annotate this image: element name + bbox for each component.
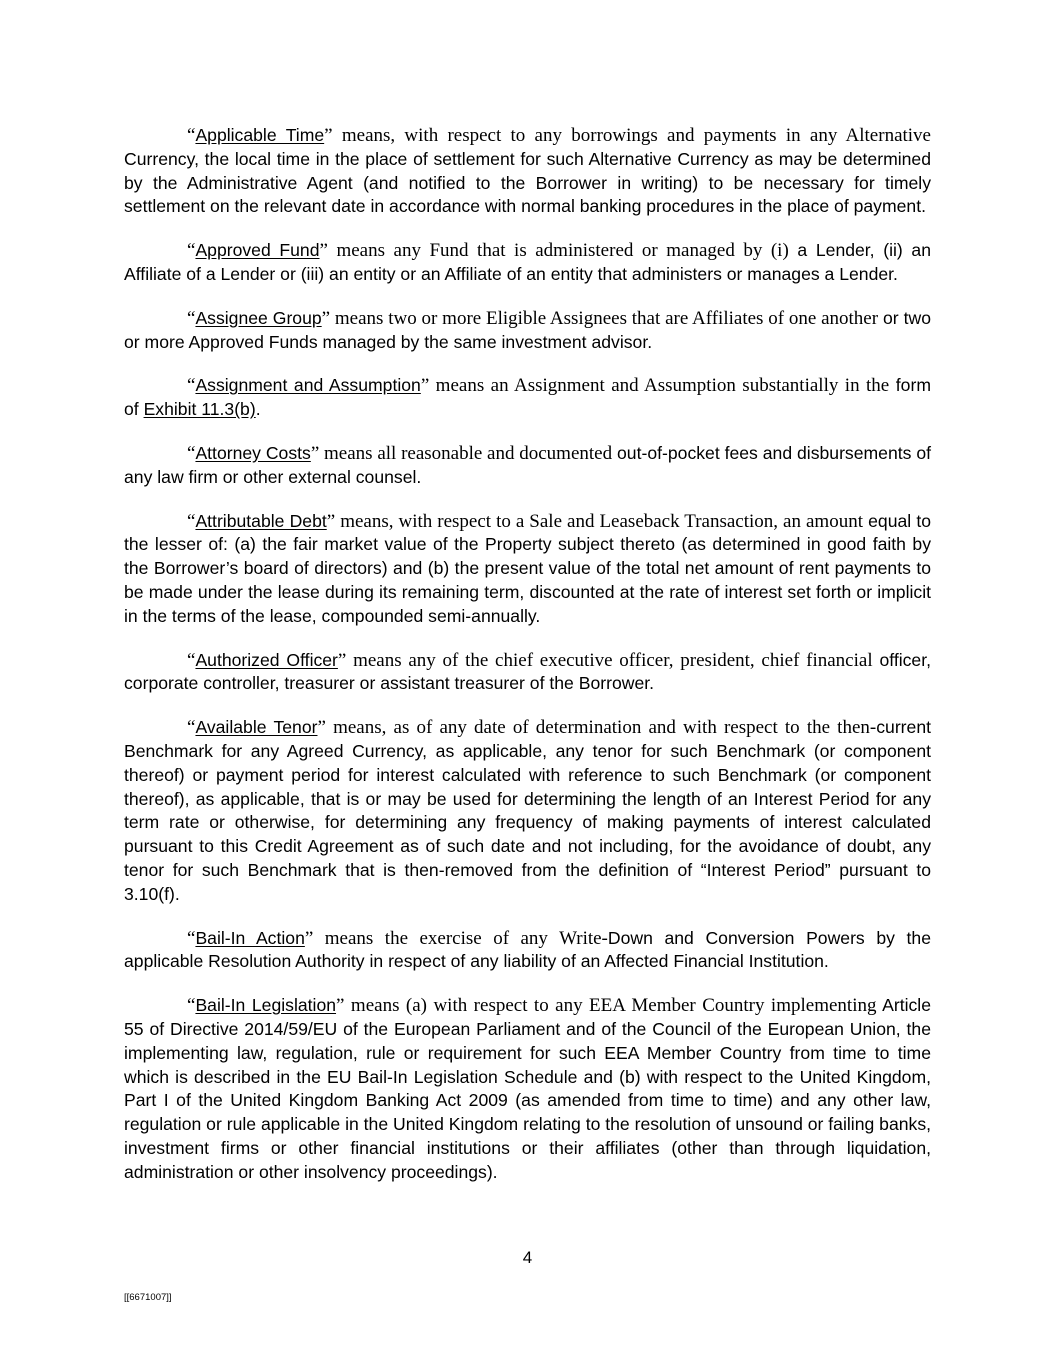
page-number: 4 [522,1248,533,1267]
document-id: [[6671007]] [124,1292,172,1303]
defined-term: Assignee Group [195,307,322,328]
definition-text: means two or more Eligible Assignees that are Affiliates of one another [330,307,879,329]
definition-assignment-and-assumption: “Assignment and Assumption” means an Assignment and Assumption substantially in the form of Exhibit 11.3(b). [124,375,931,420]
definition-authorized-officer: “Authorized Officer” means any of the chief executive officer, president, chief financial officer, corporate controller, treasurer or assistant treasurer of the Borrower. [124,649,931,694]
definition-attributable-debt: “Attributable Debt” means, with respect to a Sale and Leaseback Transaction, an amount equal to the lesser of: (a) the fair market value of the Property subject thereto (as determined in good faith by the Borrower’s board of directors) and (b) the present value of the total net amount of rent payments to be made under the lease during its remaining term, discounted at the rate of interest set forth or implicit in the terms of the lease, compounded semi-annually. [124,510,931,626]
definition-text: means the exercise of any Write- [313,927,608,949]
definition-text: officer, corporate controller, treasurer or assistant treasurer of the Borrower. [124,649,931,694]
document-body [124,124,931,1204]
definition-assignee-group: “Assignee Group” means two or more Eligible Assignees that are Affiliates of one another or two or more Approved Funds managed by the same investment advisor. [124,307,931,352]
definition-text: means, with respect to any borrowings and payments in any Alternative [332,125,931,146]
definition-text: means any of the chief executive officer, president, chief financial [346,649,873,671]
exhibit-reference: Exhibit 11.3(b) [143,399,256,420]
definition-approved-fund: “Approved Fund” means any Fund that is administered or managed by (i) a Lender, (ii) an Affiliate of a Lender or (iii) an entity or an Affiliate of an entity that administers or manages a Lender. [124,240,931,284]
definition-text: means an Assignment and Assumption substantially in the [429,375,890,397]
defined-term: Available Tenor [195,717,318,738]
definition-text: means, with respect to a Sale and Leaseback Transaction, an amount [335,510,863,532]
definition-text: equal to the lesser of: (a) the fair market value of the Property subject thereto (as determined in good faith by the Borrower’s board of directors) and (b) the present value of the total net amount of rent payments to be made under the lease during its remaining term, discounted at the rate of interest set forth or implicit in the terms of the lease, compounded semi-annually. [124,510,931,626]
definition-applicable-time: “Applicable Time” means, with respect to any borrowings and payments in any Alternative Currency, the local time in the place of settlement for such Alternative Currency as may be determined by the Administrative Agent (and notified to the Borrower in writing) to be necessary for timely settlement on the relevant date in accordance with normal banking procedures in the place of payment. [124,125,931,217]
definition-text: Down and Conversion Powers by the applicable Resolution Authority in respect of any liability of an Affected Financial Institution. [124,927,932,972]
definition-text: means, as of any date of determination and with respect to the then- [325,717,877,739]
definition-text: . [255,399,261,420]
definition-text: out-of-pocket fees and disbursements of any law firm or other external counsel. [124,442,931,487]
definition-text: means (a) with respect to any EEA Member Country implementing [344,995,877,1017]
defined-term: Bail-In Action [195,927,305,948]
definition-bail-in-action: “Bail-In Action” means the exercise of any Write-Down and Conversion Powers by the applicable Resolution Authority in respect of any liability of an Affected Financial Institution. [124,927,932,972]
definition-available-tenor: “Available Tenor” means, as of any date of determination and with respect to the then-current Benchmark for any Agreed Currency, as applicable, any tenor for such Benchmark (or component thereof) or payment period for interest calculated with reference to such Benchmark (or component thereof), as applicable, that is or may be used for determining the length of an Interest Period for any term rate or otherwise, for determining any frequency of making payments of interest calculated pursuant to this Credit Agreement as of such date and not including, for the avoidance of doubt, any tenor for such Benchmark that is then-removed from the definition of “Interest Period” pursuant to 3.10(f). [124,717,931,904]
definition-text: means any Fund that is administered or managed by (i) [327,240,789,262]
defined-term: Approved Fund [195,240,320,261]
definition-text: Article 55 of Directive 2014/59/EU of the European Parliament and of the Council of the European Union, the implementing law, regulation, rule or requirement for such EEA Member Country from time to time which is described in the EU Bail-In Legislation Schedule and (b) with respect to the United Kingdom, Part I of the United Kingdom Banking Act 2009 (as amended from time to time) and any other law, regulation or rule applicable in the United Kingdom relating to the resolution of unsound or failing banks, investment firms or other financial institutions or their affiliates (other than through liquidation, administration or other insolvency proceedings). [124,995,931,1182]
definition-text: form of [124,375,931,420]
definition-text: Currency, the local time in the place of settlement for such Alternative Currency as may be determined by the Administrative Agent (and notified to the Borrower in writing) to be necessary for timely settlement on the relevant date in accordance with normal banking procedures in the place of payment. [124,148,931,217]
definition-text: current Benchmark for any Agreed Currency, as applicable, any tenor for such Benchmark (or component thereof) or payment period for interest calculated with reference to such Benchmark (or component thereof), as applicable, that is or may be used for determining the length of an Interest Period for any term rate or otherwise, for determining any frequency of making payments of interest calculated pursuant to this Credit Agreement as of such date and not including, for the avoidance of doubt, any tenor for such Benchmark that is then-removed from the definition of “Interest Period” pursuant to 3.10(f). [124,717,931,904]
definition-text: a Lender, (ii) an Affiliate of a Lender or (iii) an entity or an Affiliate of an entity that administers or manages a Lender. [124,240,931,284]
defined-term: Bail-In Legislation [195,995,337,1016]
definition-text: or two or more Approved Funds managed by the same investment advisor. [124,307,931,352]
defined-term: Applicable Time [195,125,325,145]
defined-term: Attorney Costs [195,442,311,463]
defined-term: Attributable Debt [195,510,327,531]
defined-term: Authorized Officer [195,649,338,670]
definition-text: means all reasonable and documented [319,442,613,464]
defined-term: Assignment and Assumption [195,375,421,396]
definition-bail-in-legislation: “Bail-In Legislation” means (a) with respect to any EEA Member Country implementing Article 55 of Directive 2014/59/EU of the European Parliament and of the Council of the European Union, the implementing law, regulation, rule or requirement for such EEA Member Country from time to time which is described in the EU Bail-In Legislation Schedule and (b) with respect to the United Kingdom, Part I of the United Kingdom Banking Act 2009 (as amended from time to time) and any other law, regulation or rule applicable in the United Kingdom relating to the resolution of unsound or failing banks, investment firms or other financial institutions or their affiliates (other than through liquidation, administration or other insolvency proceedings). [124,995,931,1182]
definition-attorney-costs: “Attorney Costs” means all reasonable and documented out-of-pocket fees and disbursements of any law firm or other external counsel. [124,442,931,487]
